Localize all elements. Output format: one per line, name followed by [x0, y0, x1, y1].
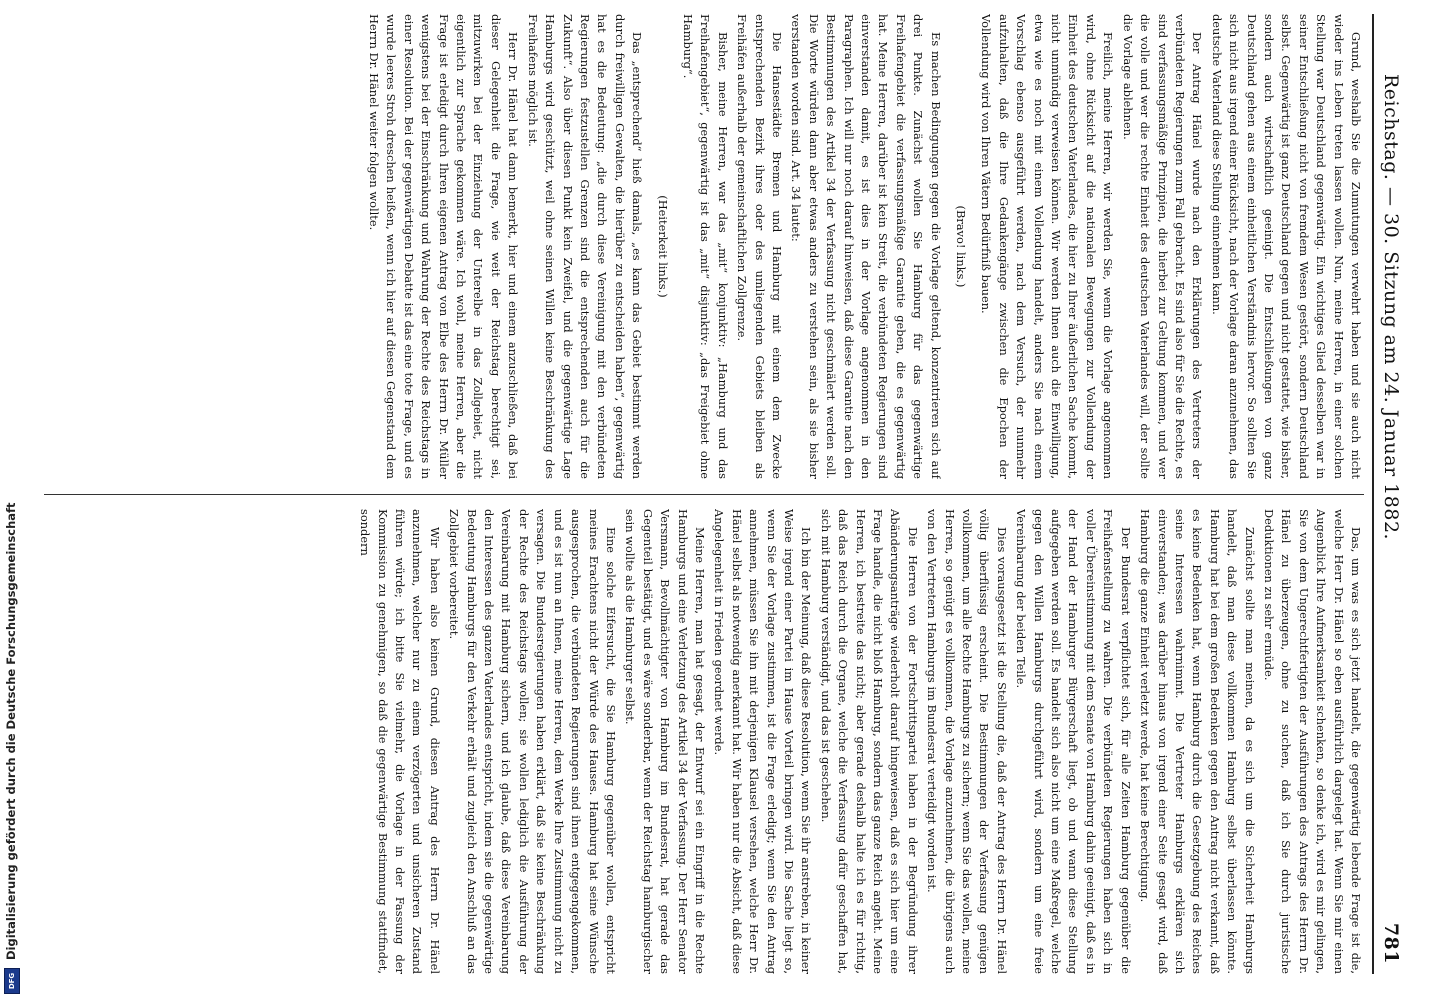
interjection: (Heiterkeit links.) — [655, 195, 670, 298]
credit-text: Digitalisierung gefördert durch die Deutsche Forschungsgemeinschaft — [4, 502, 18, 960]
column-divider — [44, 494, 1364, 495]
paragraph: Es machen Bedingungen gegen die Vorlage geltend, konzentrieren sich auf drei Punkte. Zunächst wollen Sie Hamburg für das gegenwärtige Freihafengebiet die verfassungsmäßige Garantie geben, die es gegenwärtig hat. Meine Herren, darüber ist kein Streit, die verbündeten Regierungen sind einverstanden damit, es ist dies in der Vorlage angenommen in den Paragraphen. Ich will nur noch darauf hinweisen, daß diese Garantie nach den Bestimmungen des Artikel 34 der Verfassung nicht geschmälert werden soll. Die Worte würden dann aber etwas anders zu verstehen sein, als sie bisher verstanden worden sind. Art. 34 lautet: — [789, 14, 943, 479]
digitization-credit — [0, 0, 24, 1000]
paragraph: Grund, weshalb Sie die Zumutungen verwehrt haben und sie auch nicht wieder ins Leben treten lassen wollen. Nun, meine Herren, in einer solchen Stellung war Deutschland gegenwärtig. Ein wichtiges Glied desselben war in seiner Entschließung nicht von fremdem Wesen gestört, sondern Deutschland selbst. Gegenwärtig ist ganz Deutschland gegen und nicht gestattet, wie bisher, sondern auch wirtschaftlich geeinigt. Die Entschließungen von ganz Deutschland gehen aus einem einheitlichen Verständnis hervor. So sollten Sie sich nicht aus irgend einer Rücksicht, nach der Vorlage daran anzunehmen, das deutsche Vaterland diese Stellung einnehmen kann. — [1209, 14, 1363, 479]
paragraph: Die Hansestädte Bremen und Hamburg mit einem dem Zwecke entsprechenden Bezirk ihres oder des umliegenden Gebiets bleiben als Freihäfen außerhalb der gemeinschaftlichen Zollgrenze. — [735, 14, 784, 479]
paragraph: Der Antrag Hänel wurde nach den Erklärungen des Vertreters der verbündeten Regierungen zum Fall gebracht. Es sind also für Sie die Rechte, es sind verfassungsmäßige Prinzipien, die hierbei zur Geltung kommen, und wer die volle und wer die rechte Einheit des deutschen Vaterlandes will, der sollte die Vorlage ablehnen. — [1120, 14, 1205, 479]
paragraph: Herr Dr. Hänel hat dann bemerkt, hier und einem anzuschließen, daß bei dieser Gelegenheit die Frage, wie weit der Reichstag berechtigt sei, mitzuwirken bei der Einziehung der Unterelbe in das Zollgebiet, nicht eigentlich zur Sprache gekommen wäre. Ich wohl, meine Herren, aber die Frage ist erledigt durch Ihren eigenen Antrag von Elbe des Herrn Dr. Müller wenigstens bei der Einschränkung und Wahrung der Rechte des Reichstags in einer Resolution. Bei der gegenwärtigen Debatte ist das eine tote Frage, und es wurde leeres Stroh dreschen heißen, wenn ich hier auf diesen Gegenstand dem Herrn Dr. Hänel weiter folgen wollte. — [367, 14, 521, 479]
page-header — [1372, 14, 1408, 974]
paragraph: Meine Herren, man hat gesagt, der Entwurf sei ein Eingriff in die Rechte Hamburgs und eine Verletzung des Artikel 34 der Verfassung. Der Herr Senator Versmann, Bevollmächtigter von Hamburg im Bundesrat, hat gerade das Gegenteil bestätigt, und es wäre sonderbar, wenn der Reichstag hamburgischer sein wollte als die Hamburger selbst. — [623, 509, 707, 974]
left-column — [44, 14, 1364, 479]
rotated-document — [36, 14, 1408, 974]
paragraph: Freilich, meine Herren, wir werden Sie, wenn die Vorlage angenommen wird, ohne Rücksicht auf die nationalen Bewegungen zur Vollendung der Einheit des deutschen Vaterlandes, die hier zu Ihrer äußerlichen Sache kommt, nicht unmündig verweisen können. Wir werden Ihnen auch die Einwilligung, etwa wie es noch mit einem Vollendung handelt, anders Sie nach einem Vorschlag ebenso ausgeführt werden, nach dem Versuch, der nunmehr aufzuhalten, daß die Ihre Gedankengänge zwischen die Epochen der Vollendung wird von Ihren Vätern Bedürfniß bauen. — [979, 14, 1116, 479]
paragraph: Die Herren von der Fortschrittspartei haben in der Begründung ihrer Abänderungsanträge wiederholt darauf hingewiesen, daß es sich hier um eine Frage handle, die nicht bloß Hamburg, sondern das ganze Reich angeht. Meine Herren, ich bestreite das nicht; aber gerade deshalb halte ich es für richtig, daß das Reich durch die Organe, welche die Verfassung dafür geschaffen hat, sich mit Hamburg verständigt, und das ist geschehen. — [818, 509, 920, 974]
paragraph: Ich bin der Meinung, daß diese Resolution, wenn Sie ihr anstreben, in keiner Weise irgend einer Partei im Hause Vorteil bringen wird. Die Sache liegt so, wenn Sie der Vorlage zustimmen, ist die Frage erledigt; wenn Sie den Antrag annehmen, müssen Sie ihn mit derjenigen Klausel versehen, welche Herr Dr. Hänel selbst als notwendig anerkannt hat. Wir haben nur die Absicht, daß diese Angelegenheit in Frieden geordnet werde. — [712, 509, 814, 974]
page-number: 781 — [1380, 922, 1402, 964]
paragraph: Der Bundesrat verpflichtet sich, für alle Zeiten Hamburg gegenüber die Freihafenstellung zu wahren. Die verbündeten Regierungen haben sich in voller Übereinstimmung mit dem Senate von Hamburg dahin geeinigt, daß es in der Hand der Hamburger Bürgerschaft liegt, ob und wann diese Stellung aufgegeben werden soll. Es handelt sich also nicht um eine Maßregel, welche gegen den Willen Hamburgs durchgeführt wird, sondern um eine freie Vereinbarung der beiden Teile. — [1014, 509, 1133, 974]
paragraph: Zunächst sollte man meinen, da es sich um die Sicherheit Hamburgs handelt, daß man diese vollkommen Hamburg selbst überlassen könnte. Hamburg hat bei dem großen Bedenken gegen den Antrag nicht verkannt, daß es keine Bedenken hat, wenn Hamburg durch die Gesetzgebung des Reiches seine Interessen wahrnimmt. Die Vertreter Hamburgs erklären sich einverstanden; was darüber hinaus von irgend einer Seite gesagt wird, daß Hamburg die ganze Einheit verletzt werde, hat keine Berechtigung. — [1138, 509, 1257, 974]
paragraph: Eine solche Eifersucht, die Sie Hamburg gegenüber wollen, entspricht meines Erachtens nicht der Würde des Hauses. Hamburg hat seine Wünsche ausgesprochen, die verbündeten Regierungen sind ihnen entgegengekommen, und es ist nun an Ihnen, meine Herren, dem Werke Ihre Zustimmung nicht zu versagen. Die Bundesregierungen haben erklärt, daß sie keine Beschränkung der Rechte des Reichstags wollen; sie wollen lediglich die Ausführung der Vereinbarung mit Hamburg sichern, und ich glaube, daß diese Vereinbarung den Interessen des ganzen Vaterlandes entspricht, indem sie die gegenwärtige Bedeutung Hamburgs für den Verkehr erhält und zugleich den Anschluß an das Zollgebiet vorbereitet. — [447, 509, 618, 974]
right-column — [44, 509, 1364, 974]
page-title: Reichstag. — 30. Sitzung am 24. Januar 1882. — [1380, 74, 1402, 541]
paragraph: Bisher, meine Herren, war das „mit“ konjunktiv: „Hamburg und das Freihafengebiet“, gegenwärtig ist das „mit“ disjunktiv: „das Freigebiet ohne Hamburg“. — [680, 14, 730, 479]
interjection: (Bravo! links.) — [954, 205, 969, 288]
dfg-logo — [4, 968, 20, 994]
paragraph: Wir haben also keinen Grund, diesen Antrag des Herrn Dr. Hänel anzunehmen, welcher nur zu einem verzögerten und unsicheren Zustand führen würde; ich bitte Sie vielmehr, die Vorlage in der Fassung der Kommission zu genehmigen, so daß die gegenwärtige Bestimmung stattfindet, sondern — [358, 509, 442, 974]
paragraph: Das, um was es sich jetzt handelt, die gegenwärtig lebende Frage ist die, welche Herr Dr. Hänel so eben ausführlich dargelegt hat. Wenn Sie mir einen Augenblick Ihre Aufmerksamkeit schenken, so denke ich, wird es mir gelingen, Sie von dem Ungerechtfertigten der Ausführungen des Antrags des Herrn Dr. Hänel zu überzeugen, ohne zu suchen, daß ich Sie durch juristische Deduktionen zu sehr ermüde. — [1261, 509, 1363, 974]
paragraph: Dies vorausgesetzt ist die Stellung die, daß der Antrag des Herrn Dr. Hänel völlig überflüssig erscheint. Die Bestimmungen der Verfassung genügen vollkommen, um alle Rechte Hamburgs zu sichern; wenn Sie das wollen, meine Herren, so genügt es vollkommen, die Vorlage anzunehmen, die übrigens auch von den Vertretern Hamburgs im Bundesrat verteidigt worden ist. — [925, 509, 1009, 974]
dfg-logo-text: DFG — [8, 972, 16, 990]
paragraph: Das „entsprechend“ hieß damals, „es kann das Gebiet bestimmt werden durch freiwilligen Gewalten, die hierüber zu entscheiden haben“, gegenwärtig hat es die Bedeutung: „die durch diese Vereinigung mit den verbündeten Regierungen festzustellen Grenzen sind die entsprechenden auch für die Zukunft“. Also über diesen Punkt kein Zweifel, und die gegenwärtige Lage Hamburgs wird geschützt, weil ohne seinen Willen keine Beschränkung des Freihafens möglich ist. — [525, 14, 645, 479]
